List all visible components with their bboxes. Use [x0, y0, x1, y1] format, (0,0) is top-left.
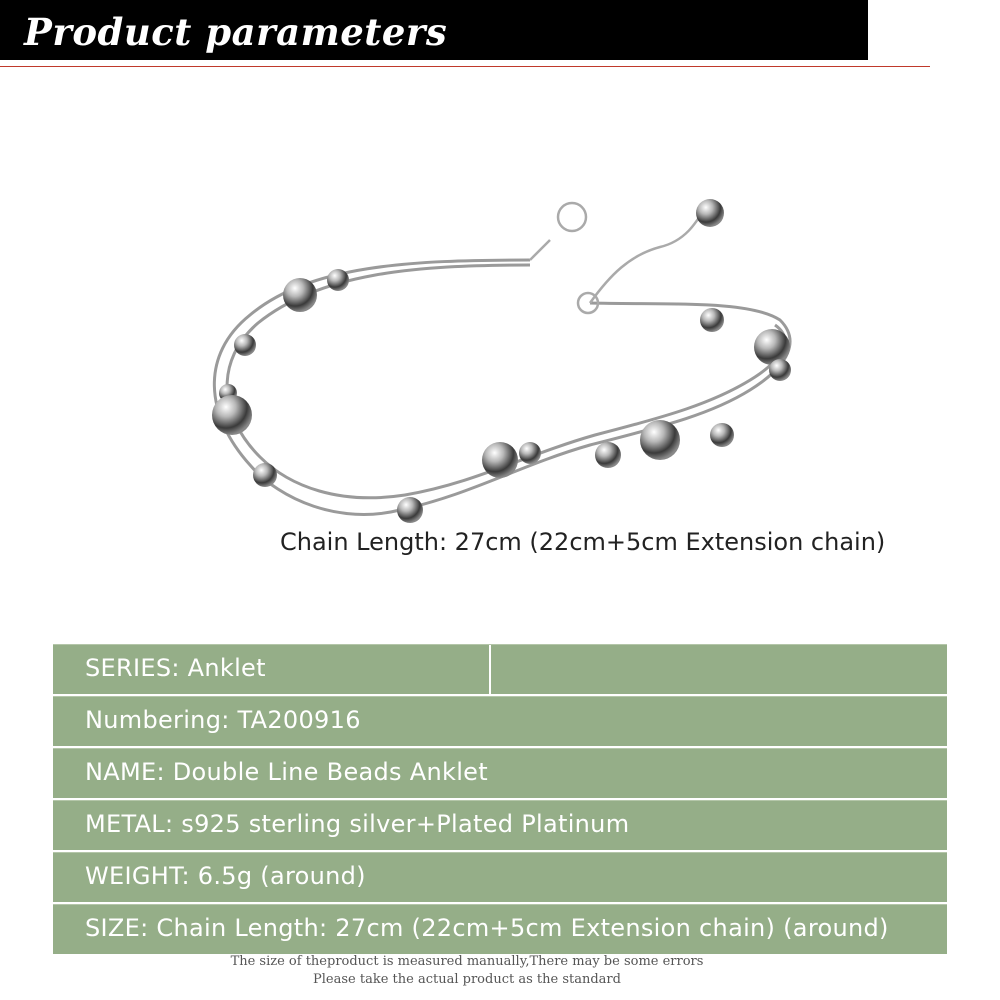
header-bar — [0, 0, 868, 60]
parameter-table — [53, 644, 947, 956]
table-row — [53, 644, 947, 694]
disclaimer-line-2: Please take the actual product as the standard — [313, 972, 621, 987]
name-text: NAME: Double Line Beads Anklet — [85, 758, 488, 786]
size-text: SIZE: Chain Length: 27cm (22cm+5cm Extension chain) (around) — [85, 914, 889, 942]
table-row — [53, 800, 947, 850]
table-row — [53, 696, 947, 746]
chain-length-caption: Chain Length: 27cm (22cm+5cm Extension chain) — [280, 528, 886, 556]
page-title: Product parameters — [24, 10, 448, 54]
series-text: SERIES: Anklet — [85, 654, 266, 682]
metal-text: METAL: s925 sterling silver+Plated Platinum — [85, 810, 630, 838]
weight-text: WEIGHT: 6.5g (around) — [85, 862, 366, 890]
table-row — [53, 748, 947, 798]
disclaimer-line-1: The size of theproduct is measured manually,There may be some errors — [230, 954, 704, 969]
anklet-product-image — [190, 165, 830, 545]
table-row — [53, 904, 947, 954]
table-row — [53, 852, 947, 902]
header-divider — [0, 66, 930, 67]
numbering-text: Numbering: TA200916 — [85, 706, 361, 734]
column-divider — [489, 645, 491, 694]
